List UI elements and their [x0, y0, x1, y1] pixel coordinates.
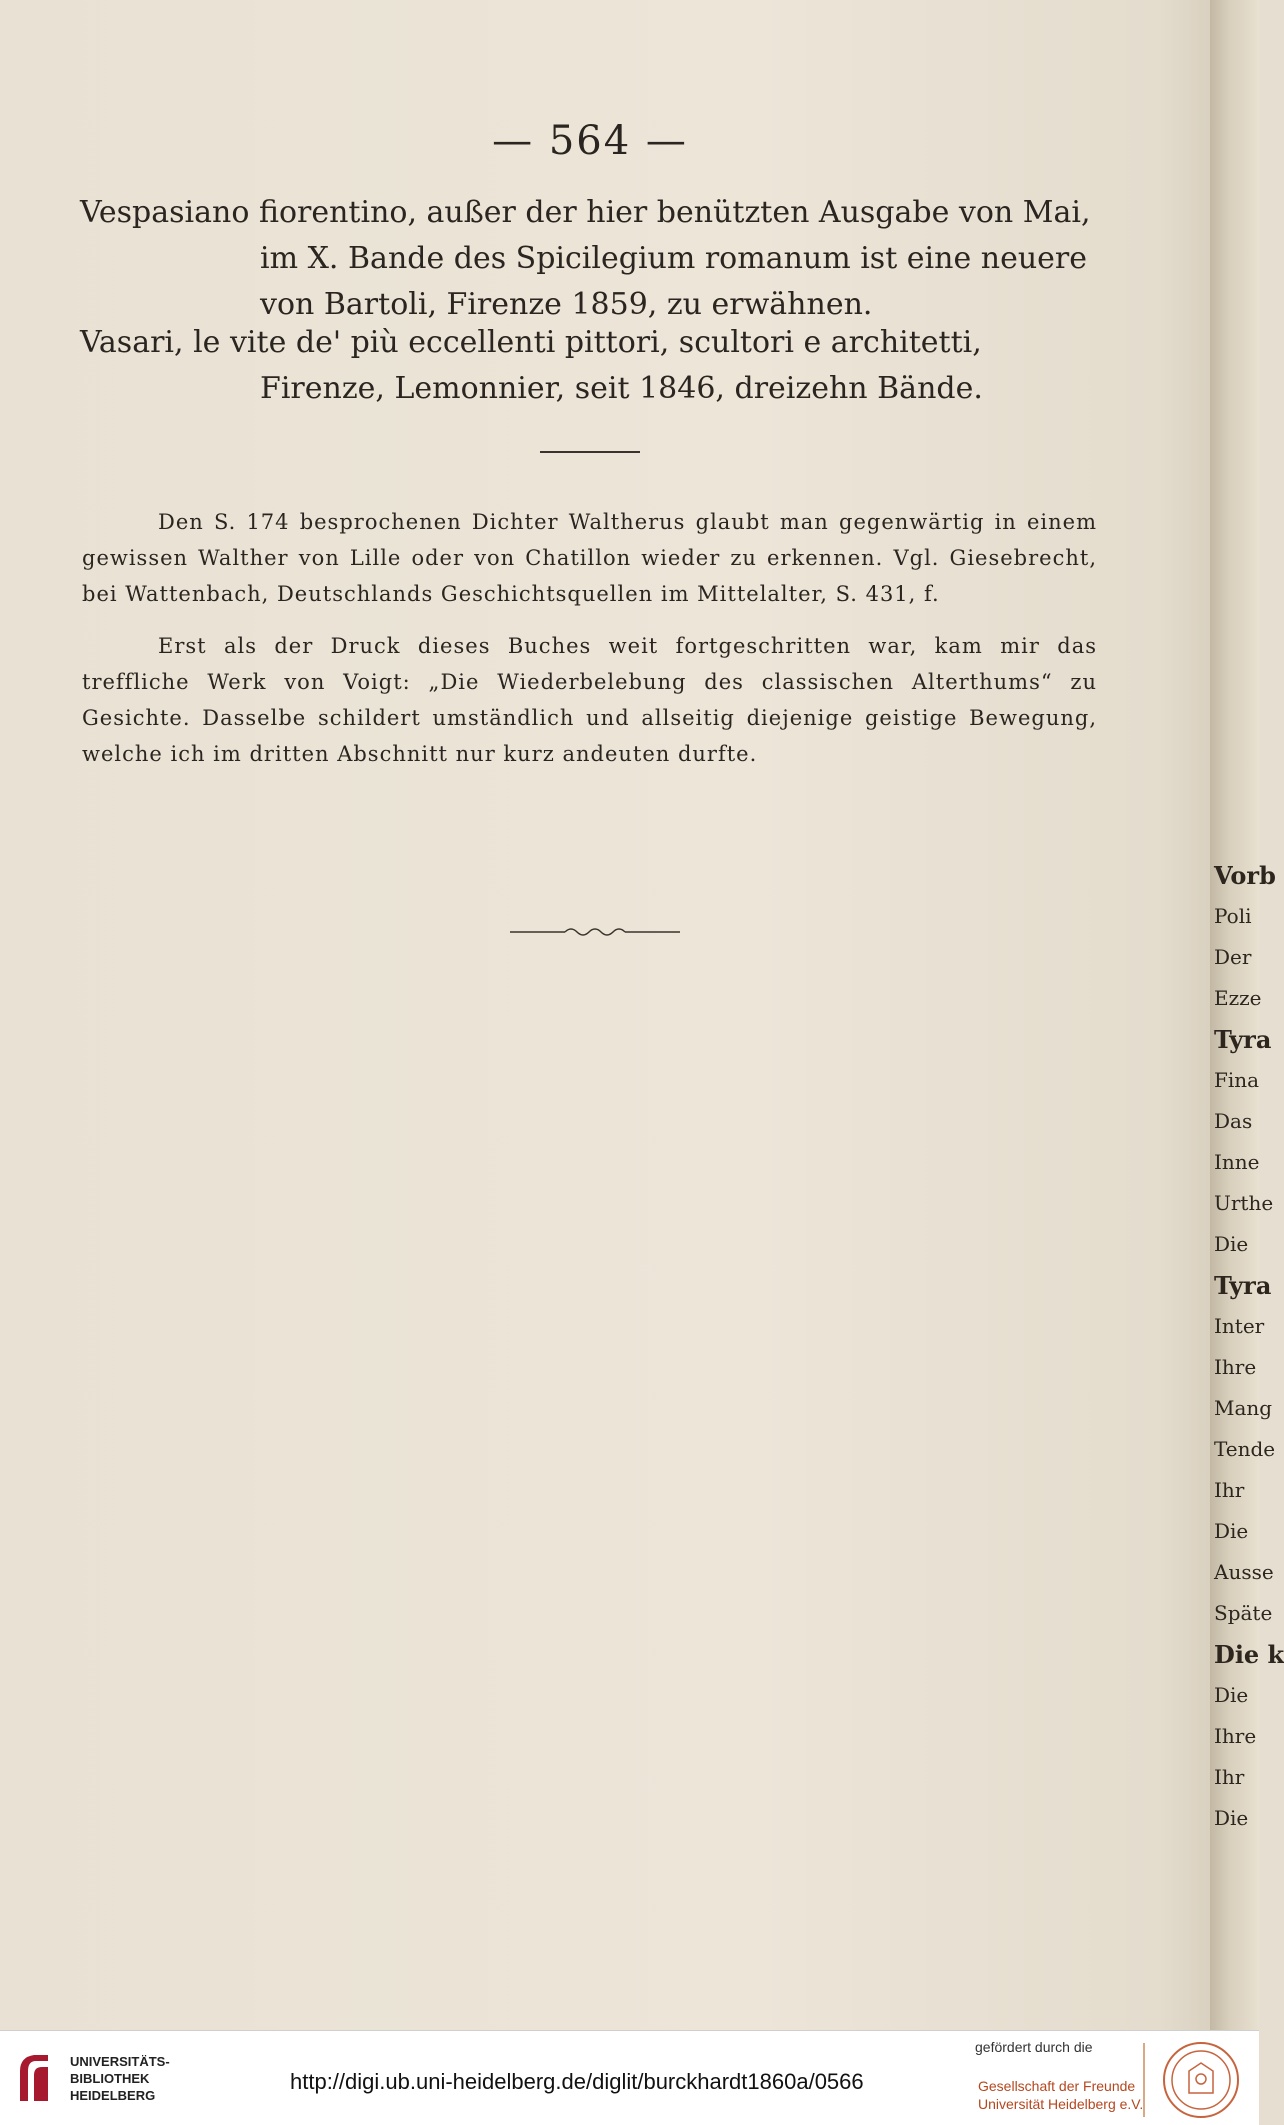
bibliography-entry-text: Vespasiano fiorentino, außer der hier benützten Ausgabe von Mai, im X. Bande des Spicilegium romanum ist eine neuere von Bartoli, Firenze 1859, zu erwähnen.: [80, 195, 1091, 322]
neighbor-fragment: Urthe: [1214, 1191, 1274, 1215]
neighbor-fragment: Ihr: [1214, 1765, 1245, 1789]
neighbor-fragment: Tyra: [1214, 1271, 1272, 1300]
library-name: [70, 2053, 170, 2104]
neighbor-fragment: Das: [1214, 1109, 1253, 1133]
neighbor-fragment: Die k: [1214, 1640, 1284, 1669]
library-logo-icon: [14, 2051, 54, 2105]
neighbor-page-fragments: [1214, 855, 1284, 1839]
neighbor-fragment: Ezze: [1214, 986, 1262, 1010]
sponsor-name-line: Gesellschaft der Freunde: [978, 2078, 1136, 2094]
footnote-paragraph: Den S. 174 besprochenen Dichter Waltherus glaubt man gegenwärtig in einem gewissen Walther von Lille oder von Chatillon wieder zu erkennen. Vgl. Giesebrecht, bei Wattenbach, Deutschlands Geschichtsquellen im Mittelalter, S. 431, f.: [82, 510, 1097, 606]
footer-divider: [1143, 2043, 1145, 2117]
neighbor-fragment: Tende: [1214, 1437, 1276, 1461]
neighbor-fragment: Mang: [1214, 1396, 1273, 1420]
neighbor-fragment: Die: [1214, 1806, 1249, 1830]
footer-bar: [0, 2030, 1259, 2125]
neighbor-fragment: Vorb: [1214, 861, 1276, 890]
neighbor-fragment: Inne: [1214, 1150, 1260, 1174]
neighbor-fragment: Die: [1214, 1519, 1249, 1543]
neighbor-fragment: Fina: [1214, 1068, 1260, 1092]
library-name-line: UNIVERSITÄTS-: [70, 2054, 170, 2069]
neighbor-fragment: Ausse: [1214, 1560, 1274, 1584]
neighbor-page-edge: [1210, 0, 1284, 2030]
end-ornament: [510, 925, 680, 939]
neighbor-fragment: Späte: [1214, 1601, 1273, 1625]
permalink-url[interactable]: http://digi.ub.uni-heidelberg.de/diglit/burckhardt1860a/0566: [290, 2069, 864, 2094]
funded-by-label: gefördert durch die: [975, 2039, 1093, 2055]
library-name-line: BIBLIOTHEK: [70, 2071, 150, 2086]
university-seal-icon: [1162, 2041, 1240, 2119]
neighbor-fragment: Poli: [1214, 904, 1252, 928]
neighbor-fragment: Inter: [1214, 1314, 1265, 1338]
sponsor-name-line: Universität Heidelberg e.V.: [978, 2096, 1144, 2112]
neighbor-fragment: Die: [1214, 1683, 1249, 1707]
bibliography-entry: [80, 190, 1100, 328]
footnote-paragraph: Erst als der Druck dieses Buches weit fortgeschritten war, kam mir das treffliche Werk von Voigt: „Die Wiederbelebung des classischen Alterthums“ zu Gesichte. Dasselbe schildert umständlich und allseitig diejenige geistige Bewegung, welche ich im dritten Abschnitt nur kurz andeuten durfte.: [82, 634, 1097, 766]
neighbor-fragment: Tyra: [1214, 1025, 1272, 1054]
page-number: — 564 —: [492, 118, 688, 164]
neighbor-fragment: Der: [1214, 945, 1252, 969]
neighbor-fragment: Ihr: [1214, 1478, 1245, 1502]
library-name-line: HEIDELBERG: [70, 2088, 156, 2103]
bibliography-entry: [80, 320, 1100, 412]
bibliography-entry-text: Vasari, le vite de' più eccellenti pittori, scultori e architetti, Firenze, Lemonnier, seit 1846, dreizehn Bände.: [80, 325, 983, 406]
neighbor-fragment: Ihre: [1214, 1355, 1257, 1379]
neighbor-fragment: Die: [1214, 1232, 1249, 1256]
sponsor-name: [978, 2077, 1143, 2113]
neighbor-fragment: Ihre: [1214, 1724, 1257, 1748]
section-divider: [540, 451, 640, 453]
